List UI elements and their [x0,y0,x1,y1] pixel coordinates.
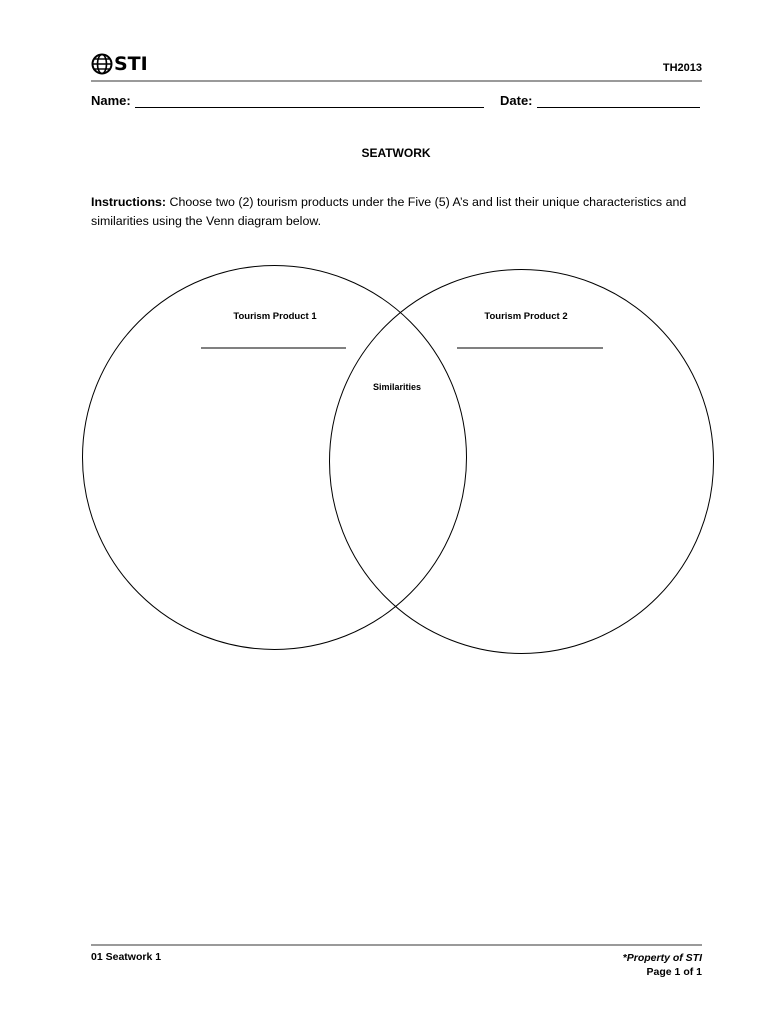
right-circle-label: Tourism Product 2 [484,311,568,322]
property-notice: *Property of STI [622,952,702,964]
footer-document-name: 01 Seatwork 1 [91,951,162,963]
logo-text: STI [114,52,148,75]
page-title: SEATWORK [361,146,431,160]
footer-right [623,951,702,979]
footer-divider [91,944,702,946]
venn-left-circle[interactable] [83,266,467,650]
instructions-label: Instructions: [91,195,167,209]
course-code: TH2013 [662,62,702,74]
left-circle-label: Tourism Product 1 [233,311,317,322]
instructions-text: Choose two (2) tourism products under the Five (5) A’s and list their unique characteristics and similarities using the Venn diagram below. [91,195,687,228]
venn-right-circle[interactable] [330,270,714,654]
page-number: Page 1 of 1 [646,966,702,978]
center-label: Similarities [372,382,422,392]
name-label: Name: [91,93,131,108]
date-label: Date: [500,93,533,108]
